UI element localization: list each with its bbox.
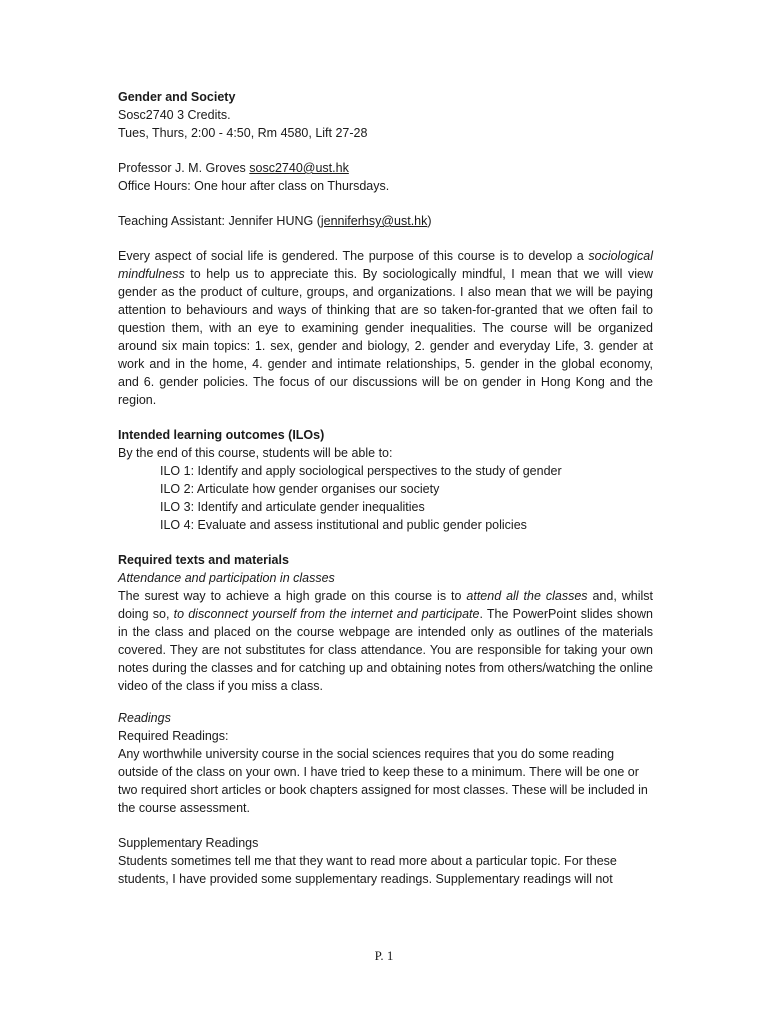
intro-part1: Every aspect of social life is gendered. The purpose of this course is to develop a <box>118 249 589 263</box>
ta-line <box>118 212 653 230</box>
ta-email-link[interactable]: jenniferhsy@ust.hk <box>320 214 428 228</box>
professor-label: Professor J. M. Groves <box>118 161 250 175</box>
attendance-heading: Attendance and participation in classes <box>118 571 335 585</box>
ta-label: Teaching Assistant: Jennifer HUNG ( <box>118 214 321 228</box>
ilos-lead: By the end of this course, students will be able to: <box>118 446 393 460</box>
ilo-item: ILO 4: Evaluate and assess institutional and public gender policies <box>160 518 527 532</box>
attendance-part1: The surest way to achieve a high grade on this course is to <box>118 589 467 603</box>
attendance-emphasis-1: attend all the classes <box>466 589 588 603</box>
readings-heading: Readings <box>118 711 171 725</box>
ilo-item: ILO 2: Articulate how gender organises our society <box>160 482 440 496</box>
page-number: P. 1 <box>374 948 394 963</box>
supplementary-readings-text: Students sometimes tell me that they want to read more about a particular topic. For these students, I have provided some supplementary readings. Supplementary readings will not <box>118 854 617 886</box>
course-schedule: Tues, Thurs, 2:00 - 4:50, Rm 4580, Lift 27-28 <box>118 126 368 140</box>
required-readings-text: Any worthwhile university course in the social sciences requires that you do some reading outside of the class on your own. I have tried to keep these to a minimum. There will be one or two required short articles or book chapters assigned for most classes. These will be included in the course assessment. <box>118 747 648 815</box>
course-description <box>118 247 653 409</box>
document-body <box>118 88 653 888</box>
materials-heading: Required texts and materials <box>118 553 289 567</box>
intro-emphasis: sociological mindfulness <box>118 249 653 281</box>
supplementary-readings-heading: Supplementary Readings <box>118 836 259 850</box>
course-code-credits: Sosc2740 3 Credits. <box>118 108 231 122</box>
ilo-item: ILO 1: Identify and apply sociological perspectives to the study of gender <box>160 464 562 478</box>
intro-part2: to help us to appreciate this. By sociologically mindful, I mean that we will view gender as the product of culture, groups, and organizations. I also mean that we will be paying attention to behaviours and ways of thinking that are so taken-for-granted that we often fail to question them, with an eye to examining gender inequalities. The course will be organized around six main topics: 1. sex, gender and biology, 2. gender and everyday Life, 3. gender at work and in the home, 4. gender and intimate relationships, 5. gender in the global economy, and 6. gender policies. The focus of our discussions will be on gender in Hong Kong and the region. <box>118 267 653 407</box>
professor-line <box>118 159 653 177</box>
ta-close: ) <box>427 214 432 228</box>
attendance-emphasis-2: to disconnect yourself from the internet and participate <box>173 607 480 621</box>
attendance-part3: . The PowerPoint slides shown in the class and placed on the course webpage are intended only as outlines of the materials covered. They are not substitutes for class attendance. You are responsible for taking your own notes during the classes and for catching up and obtaining notes from others/watching the online video of the class if you miss a class. <box>118 607 653 693</box>
office-hours: Office Hours: One hour after class on Thursdays. <box>118 179 390 193</box>
ilo-list <box>118 462 653 534</box>
professor-email-link[interactable]: sosc2740@ust.hk <box>249 161 349 175</box>
course-title: Gender and Society <box>118 90 236 104</box>
ilos-heading: Intended learning outcomes (ILOs) <box>118 428 325 442</box>
attendance-part2: and, whilst doing so, <box>118 589 653 621</box>
attendance-text <box>118 587 653 695</box>
required-readings-heading: Required Readings: <box>118 729 229 743</box>
ilo-item: ILO 3: Identify and articulate gender inequalities <box>160 500 425 514</box>
